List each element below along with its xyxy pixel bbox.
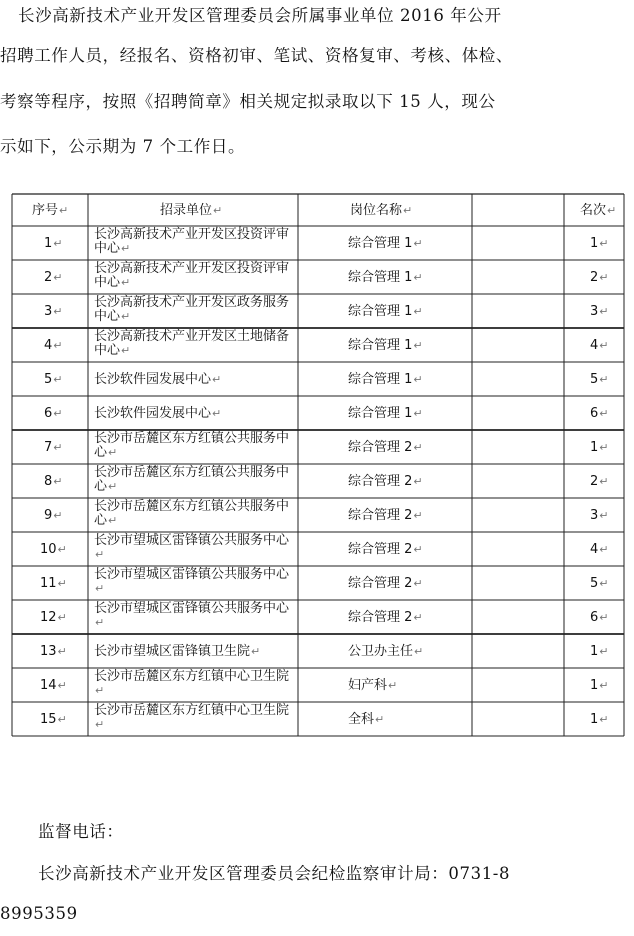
paragraph-mark-icon: ↵: [121, 310, 131, 323]
paragraph-mark-icon: ↵: [413, 339, 423, 352]
row-post-text: 综合管理 2: [348, 440, 413, 455]
row-unit: [94, 432, 299, 460]
row-rank: [590, 441, 609, 454]
paragraph-mark-icon: ↵: [108, 446, 118, 459]
row-post-text: 综合管理 1: [348, 236, 413, 251]
row-post-text: 公卫办主任: [348, 644, 414, 659]
row-unit-text: 长沙软件园发展中心: [94, 372, 212, 387]
paragraph-mark-icon: ↵: [413, 237, 423, 250]
row-rank: [590, 509, 609, 522]
row-rank-text: 6: [590, 610, 599, 625]
paragraph-mark-icon: ↵: [403, 204, 413, 217]
paragraph-mark-icon: ↵: [95, 684, 105, 697]
paragraph-mark-icon: ↵: [121, 242, 131, 255]
paragraph-mark-icon: ↵: [599, 679, 609, 692]
row-post: [348, 713, 384, 726]
row-unit: [94, 373, 299, 387]
row-post-text: 综合管理 1: [348, 406, 413, 421]
row-rank: [590, 543, 609, 556]
paragraph-mark-icon: ↵: [413, 305, 423, 318]
row-rank-text: 4: [590, 542, 599, 557]
row-post: [348, 271, 423, 284]
row-post-text: 综合管理 2: [348, 610, 413, 625]
row-post-text: 全科: [348, 712, 375, 727]
row-post: [348, 475, 423, 488]
paragraph-mark-icon: ↵: [95, 718, 105, 731]
row-serial: [44, 475, 63, 488]
row-serial: [44, 237, 63, 250]
paragraph-mark-icon: ↵: [53, 339, 63, 352]
row-serial: [44, 305, 63, 318]
paragraph-mark-icon: ↵: [413, 271, 423, 284]
paragraph-mark-icon: ↵: [57, 543, 67, 556]
paragraph-mark-icon: ↵: [57, 645, 67, 658]
row-rank-text: 2: [590, 270, 599, 285]
paragraph-mark-icon: ↵: [57, 577, 67, 590]
row-unit-text: 长沙高新技术产业开发区投资评审中心: [94, 227, 290, 256]
paragraph-mark-icon: ↵: [95, 548, 105, 561]
row-unit: [94, 645, 299, 659]
paragraph-mark-icon: ↵: [95, 616, 105, 629]
paragraph-mark-icon: ↵: [413, 407, 423, 420]
row-serial-text: 3: [44, 304, 53, 319]
row-serial-text: 6: [44, 406, 53, 421]
paragraph-mark-icon: ↵: [53, 373, 63, 386]
header-post-text: 岗位名称: [350, 203, 403, 218]
row-rank-text: 1: [590, 678, 599, 693]
paragraph-mark-icon: ↵: [599, 475, 609, 488]
row-unit-text: 长沙市岳麓区东方红镇公共服务中心: [94, 465, 290, 494]
row-serial-text: 15: [40, 712, 57, 727]
paragraph-mark-icon: ↵: [53, 237, 63, 250]
paragraph-mark-icon: ↵: [108, 480, 118, 493]
row-serial-text: 7: [44, 440, 53, 455]
row-rank: [590, 679, 609, 692]
row-unit-text: 长沙市望城区雷锋镇公共服务中心: [94, 601, 290, 616]
row-rank: [590, 645, 609, 658]
row-post: [348, 441, 423, 454]
row-unit: [94, 670, 299, 698]
row-post: [348, 611, 423, 624]
row-rank-text: 3: [590, 304, 599, 319]
paragraph-mark-icon: ↵: [599, 271, 609, 284]
row-unit: [94, 534, 299, 562]
row-unit: [94, 466, 299, 494]
notice-line-3: 考察等程序，按照《招聘简章》相关规定拟录取以下 15 人，现公: [0, 92, 496, 111]
paragraph-mark-icon: ↵: [53, 509, 63, 522]
row-serial: [40, 645, 67, 658]
row-unit: [94, 602, 299, 630]
row-rank-text: 1: [590, 644, 599, 659]
row-post-text: 妇产科: [348, 678, 388, 693]
row-serial-text: 2: [44, 270, 53, 285]
row-rank: [590, 577, 609, 590]
row-serial: [40, 543, 67, 556]
paragraph-mark-icon: ↵: [121, 344, 131, 357]
row-serial: [44, 407, 63, 420]
row-serial-text: 8: [44, 474, 53, 489]
row-unit-text: 长沙高新技术产业开发区投资评审中心: [94, 261, 290, 290]
paragraph-mark-icon: ↵: [413, 373, 423, 386]
row-unit-text: 长沙市岳麓区东方红镇公共服务中心: [94, 431, 290, 460]
row-post: [348, 373, 423, 386]
row-rank: [590, 407, 609, 420]
row-serial-text: 13: [40, 644, 57, 659]
header-post: [350, 204, 412, 217]
row-rank-text: 1: [590, 236, 599, 251]
paragraph-mark-icon: ↵: [121, 276, 131, 289]
row-post: [348, 645, 423, 658]
row-rank-text: 4: [590, 338, 599, 353]
row-rank-text: 5: [590, 576, 599, 591]
row-rank-text: 1: [590, 440, 599, 455]
header-serial: [32, 204, 68, 217]
paragraph-mark-icon: ↵: [599, 237, 609, 250]
supervision-phone-line-2: 8995359: [0, 904, 78, 923]
paragraph-mark-icon: ↵: [413, 543, 423, 556]
paragraph-mark-icon: ↵: [388, 679, 398, 692]
row-post-text: 综合管理 1: [348, 304, 413, 319]
row-serial: [40, 713, 67, 726]
row-rank: [590, 271, 609, 284]
row-unit: [94, 407, 299, 421]
row-unit-text: 长沙市岳麓区东方红镇中心卫生院: [94, 669, 290, 684]
paragraph-mark-icon: ↵: [413, 475, 423, 488]
notice-line-2: 招聘工作人员，经报名、资格初审、笔试、资格复审、考核、体检、: [0, 46, 513, 65]
paragraph-mark-icon: ↵: [599, 339, 609, 352]
row-post-text: 综合管理 2: [348, 508, 413, 523]
recruitment-table: [10, 192, 626, 740]
paragraph-mark-icon: ↵: [599, 645, 609, 658]
paragraph-mark-icon: ↵: [599, 373, 609, 386]
row-post-text: 综合管理 1: [348, 338, 413, 353]
paragraph-mark-icon: ↵: [599, 611, 609, 624]
row-post: [348, 543, 423, 556]
row-unit: [94, 500, 299, 528]
paragraph-mark-icon: ↵: [413, 441, 423, 454]
row-serial-text: 14: [40, 678, 57, 693]
paragraph-mark-icon: ↵: [413, 611, 423, 624]
notice-line-4: 示如下，公示期为 7 个工作日。: [0, 137, 246, 156]
paragraph-mark-icon: ↵: [53, 407, 63, 420]
row-serial-text: 12: [40, 610, 57, 625]
paragraph-mark-icon: ↵: [108, 514, 118, 527]
row-serial: [40, 679, 67, 692]
row-post: [348, 407, 423, 420]
paragraph-mark-icon: ↵: [413, 577, 423, 590]
row-unit-text: 长沙高新技术产业开发区土地储备中心: [94, 329, 290, 358]
row-serial: [44, 509, 63, 522]
row-unit: [94, 330, 299, 358]
row-rank-text: 5: [590, 372, 599, 387]
row-serial: [44, 271, 63, 284]
paragraph-mark-icon: ↵: [413, 509, 423, 522]
row-unit-text: 长沙市望城区雷锋镇卫生院: [94, 644, 251, 659]
row-unit-text: 长沙市岳麓区东方红镇公共服务中心: [94, 499, 290, 528]
paragraph-mark-icon: ↵: [53, 305, 63, 318]
row-rank-text: 6: [590, 406, 599, 421]
row-rank: [590, 475, 609, 488]
paragraph-mark-icon: ↵: [95, 582, 105, 595]
row-serial: [44, 373, 63, 386]
row-rank-text: 3: [590, 508, 599, 523]
paragraph-mark-icon: ↵: [414, 645, 424, 658]
paragraph-mark-icon: ↵: [599, 441, 609, 454]
supervision-label: 监督电话：: [38, 822, 124, 841]
row-post-text: 综合管理 2: [348, 542, 413, 557]
paragraph-mark-icon: ↵: [53, 475, 63, 488]
row-post-text: 综合管理 2: [348, 474, 413, 489]
row-post: [348, 577, 423, 590]
paragraph-mark-icon: ↵: [599, 305, 609, 318]
paragraph-mark-icon: ↵: [57, 611, 67, 624]
paragraph-mark-icon: ↵: [599, 407, 609, 420]
row-rank: [590, 339, 609, 352]
row-rank: [590, 237, 609, 250]
row-post: [348, 237, 423, 250]
paragraph-mark-icon: ↵: [212, 373, 222, 386]
row-rank: [590, 305, 609, 318]
row-rank: [590, 713, 609, 726]
paragraph-mark-icon: ↵: [57, 679, 67, 692]
supervision-phone-line-1: 长沙高新技术产业开发区管理委员会纪检监察审计局：0731-8: [38, 864, 511, 883]
paragraph-mark-icon: ↵: [599, 543, 609, 556]
row-rank: [590, 611, 609, 624]
row-serial-text: 4: [44, 338, 53, 353]
row-unit-text: 长沙市望城区雷锋镇公共服务中心: [94, 533, 290, 548]
row-serial: [44, 339, 63, 352]
row-serial-text: 9: [44, 508, 53, 523]
row-unit: [94, 704, 299, 732]
paragraph-mark-icon: ↵: [57, 713, 67, 726]
row-serial: [40, 577, 67, 590]
row-unit: [94, 262, 299, 290]
row-post: [348, 339, 423, 352]
row-unit-text: 长沙软件园发展中心: [94, 406, 212, 421]
row-unit: [94, 228, 299, 256]
row-unit: [94, 568, 299, 596]
row-serial: [40, 611, 67, 624]
paragraph-mark-icon: ↵: [607, 204, 617, 217]
header-unit: [160, 204, 222, 217]
row-post-text: 综合管理 1: [348, 270, 413, 285]
row-rank: [590, 373, 609, 386]
paragraph-mark-icon: ↵: [599, 509, 609, 522]
row-serial: [44, 441, 63, 454]
paragraph-mark-icon: ↵: [59, 204, 69, 217]
paragraph-mark-icon: ↵: [53, 271, 63, 284]
row-unit: [94, 296, 299, 324]
row-unit-text: 长沙市望城区雷锋镇公共服务中心: [94, 567, 290, 582]
paragraph-mark-icon: ↵: [599, 577, 609, 590]
row-rank-text: 1: [590, 712, 599, 727]
paragraph-mark-icon: ↵: [375, 713, 385, 726]
paragraph-mark-icon: ↵: [213, 204, 223, 217]
row-post-text: 综合管理 1: [348, 372, 413, 387]
header-rank: [580, 204, 616, 217]
paragraph-mark-icon: ↵: [599, 713, 609, 726]
row-unit-text: 长沙市岳麓区东方红镇中心卫生院: [94, 703, 290, 718]
header-unit-text: 招录单位: [160, 203, 213, 218]
header-rank-text: 名次: [580, 203, 607, 218]
row-serial-text: 1: [44, 236, 53, 251]
row-serial-text: 5: [44, 372, 53, 387]
row-post-text: 综合管理 2: [348, 576, 413, 591]
row-post: [348, 679, 397, 692]
paragraph-mark-icon: ↵: [53, 441, 63, 454]
row-post: [348, 509, 423, 522]
header-serial-text: 序号: [32, 203, 59, 218]
row-serial-text: 11: [40, 576, 57, 591]
paragraph-mark-icon: ↵: [212, 407, 222, 420]
row-unit-text: 长沙高新技术产业开发区政务服务中心: [94, 295, 290, 324]
paragraph-mark-icon: ↵: [251, 645, 261, 658]
row-post: [348, 305, 423, 318]
notice-line-1: 长沙高新技术产业开发区管理委员会所属事业单位 2016 年公开: [18, 6, 502, 25]
row-serial-text: 10: [40, 542, 57, 557]
row-rank-text: 2: [590, 474, 599, 489]
